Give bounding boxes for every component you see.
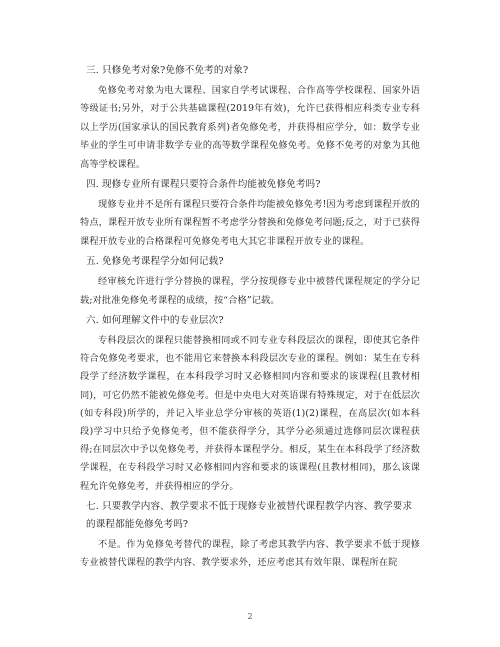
section-heading-3: 三. 只修免考对象?免修不免考的对象? <box>86 65 249 76</box>
section-paragraph-3: 免修免考对象为电大课程、国家自学考试课程、合作高等学校课程、国家外语等级证书;另外，对于公共基础课程(2019年有效)，允许已获得相应科类专业专科以上学历(国家承认的国民教育系列)者免修免考，并获得相应学分，如：数学专业毕业的学生可申请非数学专业的高等数学课程免修免考。免修不免考的对象为其他高等学校课程。 <box>80 85 420 170</box>
section-paragraph-7: 不是。作为免修免考替代的课程，除了考虑其教学内容、教学要求不低于现修专业被替代课程的教学内容、教学要求外，还应考虑其有效年限、课程所在院 <box>80 538 420 569</box>
section-paragraph-5: 经审核允许进行学分替换的课程，学分按现修专业中被替代课程规定的学分记载;对批准免修免考课程的成绩，按“合格”记载。 <box>80 276 420 306</box>
section-heading-7: 七. 只要教学内容、教学要求不低于现修专业被替代课程教学内容、教学要求的课程都能免修免考吗? <box>86 500 413 530</box>
section-heading-5: 五. 免修免考课程学分如何记载? <box>86 256 224 268</box>
section-paragraph-4: 现修专业并不是所有课程只要符合条件均能被免修免考!因为考虑到课程开放的特点，课程开放专业所有课程暂不考虑学分替换和免修免考问题;反之，对于已获得课程开放专业的合格课程可免修免考电大其它非课程开放专业的课程。 <box>80 199 420 247</box>
section-heading-4: 四. 现修专业所有课程只要符合条件均能被免修免考吗? <box>86 179 321 191</box>
section-heading-6: 六. 如何理解文件中的专业层次? <box>86 315 224 327</box>
page-number: 2 <box>247 612 253 621</box>
section-paragraph-6: 专科段层次的课程只能替换相同或不同专业专科段层次的课程，即使其它条件符合免修免考要求，也不能用它来替换本科段层次专业的课程。例如：某生在专科段学了经济数学课程，在本科段学习时又必修相同内容和要求的该课程(且教材相同)，可它仍然不能被免修免考。但是中央电大对英语课有特殊规定，对于在低层次(如专科段)所学的，并记入毕业总学分审核的英语(1)(2)课程，在高层次(如本科段)学习中只给予免修免考，但不能获得学分，其学分必须通过选修同层次课程获得;在同层次中予以免修免考，并获得本课程学分。相反，某生在本科段学了经济数学课程，在专科段学习时又必修相同内容和要求的该课程(且教材相同)，那么该课程允许免修免考，并获得相应的学分。 <box>80 335 420 492</box>
document-body <box>80 62 420 573</box>
